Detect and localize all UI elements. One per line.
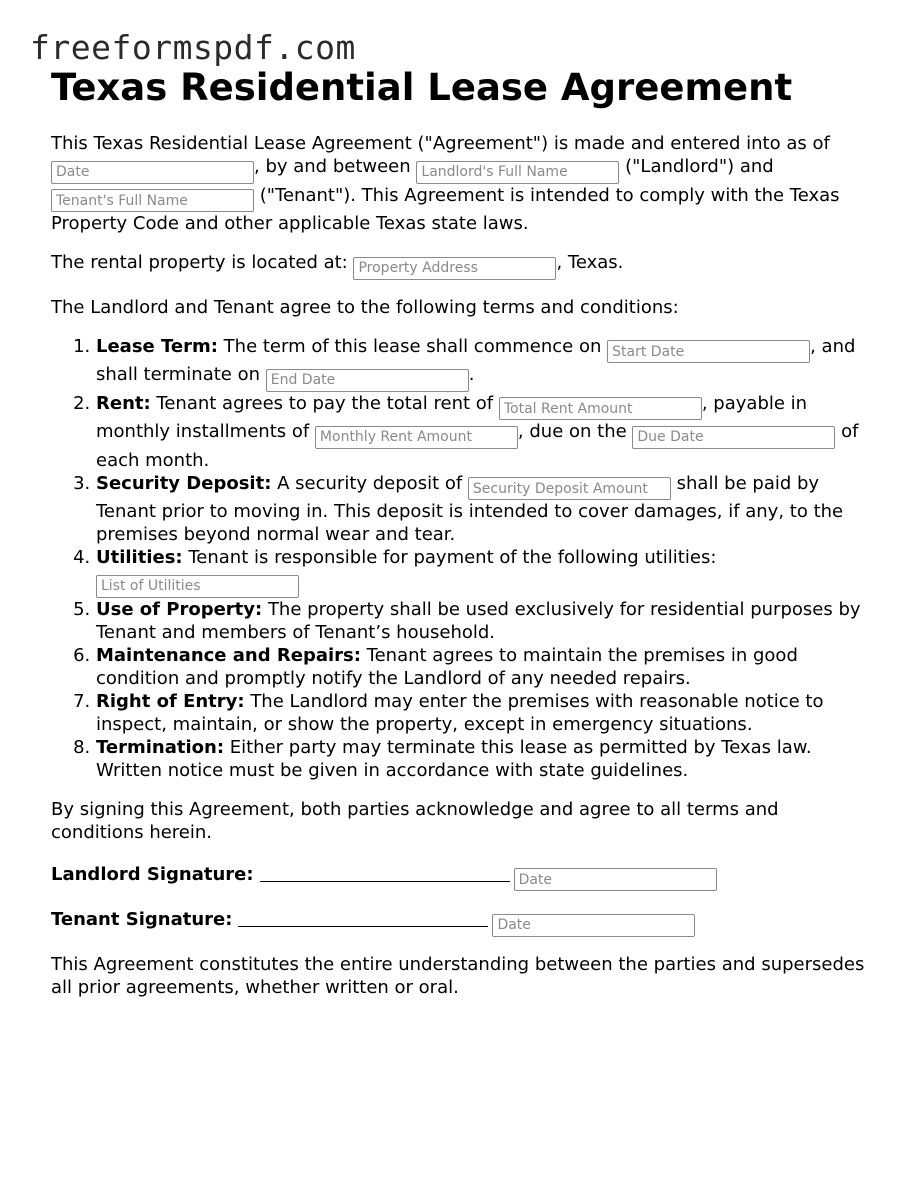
due-date-input[interactable] [632,426,835,449]
term-label: Utilities: [96,547,183,568]
tenant-signature-row [51,907,871,937]
term-lease [96,335,871,392]
term-label: Maintenance and Repairs: [96,644,361,666]
landlord-signature-row [51,862,871,892]
security-deposit-input[interactable] [468,477,671,500]
landlord-name-input[interactable] [416,161,619,184]
term-text: Tenant agrees to maintain the premises in good condition and promptly notify the Landlord of any needed repairs. [96,644,798,689]
agreement-date-input[interactable] [51,161,254,184]
closing-paragraph: This Agreement constitutes the entire understanding between the parties and supersedes all prior agreements, whether written or oral. [51,953,865,998]
term-label: Termination: [96,736,225,758]
term-text: The property shall be used exclusively for residential purposes by Tenant and members of Tenant’s household. [96,598,861,643]
term-text: , and shall terminate on [96,335,856,385]
term-text: Either party may terminate this lease as permitted by Texas law. Written notice must be given in accordance with state guidelines. [96,736,812,781]
landlord-signature-label: Landlord Signature: [51,863,254,885]
end-date-input[interactable] [266,369,469,392]
landlord-signature-line[interactable] [260,865,510,882]
intro-text-3: ("Landlord") and [619,156,774,177]
term-security-deposit [96,472,871,547]
terms-intro: The Landlord and Tenant agree to the following terms and conditions: [51,296,679,318]
watermark-logo: freeformspdf.com [30,28,356,67]
total-rent-input[interactable] [499,397,702,420]
term-text: Tenant is responsible for payment of the following utilities: [182,547,717,568]
term-text: Tenant agrees to pay the total rent of [150,392,499,414]
term-right-of-entry [96,690,871,736]
acknowledge-paragraph: By signing this Agreement, both parties acknowledge and agree to all terms and conditions herein. [51,798,779,843]
tenant-signature-date-input[interactable] [492,914,695,937]
intro-text-1: This Texas Residential Lease Agreement ("Agreement") is made and entered into as of [51,133,830,154]
term-label: Rent: [96,392,151,414]
term-text: . [468,364,475,385]
property-paragraph [51,251,871,280]
terms-list [51,335,871,782]
tenant-signature-label: Tenant Signature: [51,909,233,930]
term-label: Security Deposit: [96,472,272,494]
term-use-of-property [96,598,871,644]
intro-text-2: , by and between [254,156,411,177]
term-text: , payable in monthly installments of [96,392,808,442]
utilities-input[interactable] [96,575,299,598]
start-date-input[interactable] [607,340,810,363]
page-title: Texas Residential Lease Agreement [51,66,793,109]
term-text: of each month. [96,421,859,471]
property-address-input[interactable] [353,257,556,280]
term-text: The term of this lease shall commence on [217,335,608,357]
property-text-1: The rental property is located at: [51,252,354,273]
term-label: Right of Entry: [96,690,245,712]
document-page [51,64,871,999]
term-utilities [96,546,871,598]
term-termination [96,736,871,782]
intro-text-4: ("Tenant"). This Agreement is intended to comply with the Texas Property Code and other applicable Texas state laws. [51,184,840,234]
monthly-rent-input[interactable] [315,426,518,449]
term-text: The Landlord may enter the premises with reasonable notice to inspect, maintain, or show the property, except in emergency situations. [96,690,824,735]
term-label: Lease Term: [96,335,218,357]
term-text: shall be paid by Tenant prior to moving in. This deposit is intended to cover damages, if any, to the premises beyond normal wear and tear. [96,472,844,545]
term-text: A security deposit of [271,472,468,494]
term-rent [96,392,871,472]
property-text-2: , Texas. [556,252,624,273]
term-maintenance [96,644,871,690]
intro-paragraph [51,132,871,235]
tenant-name-input[interactable] [51,189,254,212]
term-label: Use of Property: [96,598,263,620]
landlord-signature-date-input[interactable] [514,868,717,891]
term-text: , due on the [517,421,633,442]
tenant-signature-line[interactable] [238,910,488,927]
